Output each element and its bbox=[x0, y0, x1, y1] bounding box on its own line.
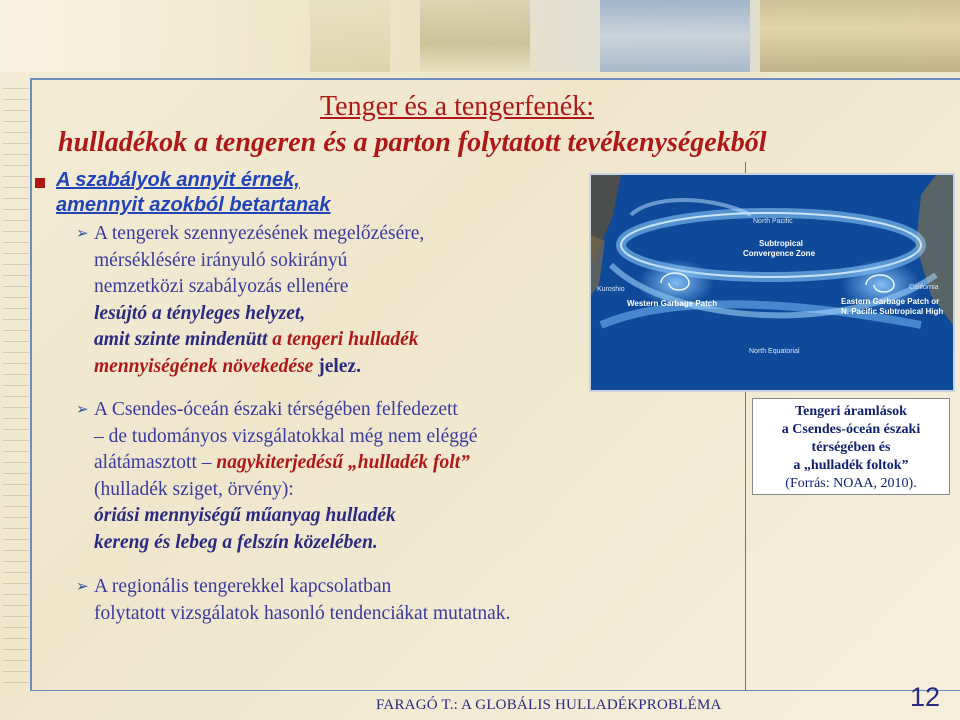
paragraph-garbage-patch bbox=[76, 397, 477, 556]
map-caption bbox=[752, 398, 950, 495]
lead-line: A szabályok annyit érnek, bbox=[56, 169, 300, 191]
caption-line: térségében és bbox=[811, 440, 891, 455]
caption-line: Tengeri áramlások bbox=[795, 404, 907, 419]
arrow-bullet-icon: ➢ bbox=[76, 400, 89, 418]
map-label: N. Pacific Subtropical High bbox=[841, 307, 944, 316]
text-line: nemzetközi szabályozás ellenére bbox=[94, 276, 349, 297]
text-span: jelez. bbox=[313, 355, 361, 377]
square-bullet-icon bbox=[35, 178, 45, 188]
paragraph-regulation bbox=[76, 221, 424, 380]
text-line: A tengerek szennyezésének megelőzésére, bbox=[94, 223, 425, 244]
map-label: Kuroshio bbox=[597, 286, 625, 293]
frame-bottom-line bbox=[30, 690, 960, 691]
map-label: North Equatorial bbox=[749, 348, 800, 355]
slide-subtitle: hulladékok a tengeren és a parton folytatott tevékenységekből bbox=[58, 127, 767, 158]
banner-decoration bbox=[420, 0, 530, 72]
footer-text: FARAGÓ T.: A GLOBÁLIS HULLADÉKPROBLÉMA bbox=[376, 697, 722, 713]
map-label: Western Garbage Patch bbox=[627, 299, 718, 308]
text-span: a tengeri hulladék bbox=[267, 329, 419, 350]
text-line: óriási mennyiségű műanyag hulladék bbox=[94, 505, 396, 526]
header-banner bbox=[0, 0, 960, 72]
text-line: (hulladék sziget, örvény): bbox=[94, 478, 294, 500]
text-line: mérséklésére irányuló sokirányú bbox=[94, 249, 348, 271]
text-span: nagykiterjedésű „hulladék folt” bbox=[216, 452, 470, 473]
map-label: California bbox=[909, 284, 939, 291]
map-graphic bbox=[591, 175, 953, 390]
arrow-bullet-icon: ➢ bbox=[76, 577, 89, 595]
text-line: lesújtó a tényleges helyzet, bbox=[94, 302, 306, 324]
text-line: folytatott vizsgálatok hasonló tendenciákat mutatnak. bbox=[94, 602, 511, 624]
map-label: Convergence Zone bbox=[743, 249, 816, 258]
banner-decoration bbox=[600, 0, 750, 72]
text-line: A Csendes-óceán északi térségében felfedezett bbox=[94, 399, 458, 420]
text-span: amit szinte mindenütt bbox=[94, 329, 268, 350]
page-number: 12 bbox=[910, 682, 941, 712]
lead-line: amennyit azokból betartanak bbox=[56, 194, 331, 216]
caption-line: a „hulladék foltok” bbox=[793, 458, 909, 473]
ocean-currents-map bbox=[589, 173, 955, 392]
arrow-bullet-icon: ➢ bbox=[76, 224, 89, 242]
map-label: North Pacific bbox=[753, 218, 793, 225]
frame-left-line bbox=[30, 78, 32, 690]
text-span: mennyiségének növekedése bbox=[94, 355, 314, 377]
paragraph-regional-seas bbox=[76, 574, 510, 627]
left-margin-decoration bbox=[3, 78, 29, 690]
lead-statement bbox=[56, 168, 331, 218]
text-line: – de tudományos vizsgálatokkal még nem eléggé bbox=[94, 425, 478, 447]
map-label: Eastern Garbage Patch or bbox=[841, 297, 940, 306]
banner-decoration bbox=[310, 0, 390, 72]
caption-line: a Csendes-óceán északi bbox=[781, 422, 921, 437]
banner-decoration bbox=[760, 0, 960, 72]
slide-title: Tenger és a tengerfenék: bbox=[320, 91, 594, 122]
text-span: alátámasztott – bbox=[94, 452, 217, 473]
text-line: kereng és lebeg a felszín közelében. bbox=[94, 531, 378, 553]
frame-top-line bbox=[30, 78, 960, 80]
caption-source: (Forrás: NOAA, 2010). bbox=[785, 476, 917, 491]
text-line: A regionális tengerekkel kapcsolatban bbox=[94, 576, 392, 597]
map-label: Subtropical bbox=[759, 239, 804, 248]
